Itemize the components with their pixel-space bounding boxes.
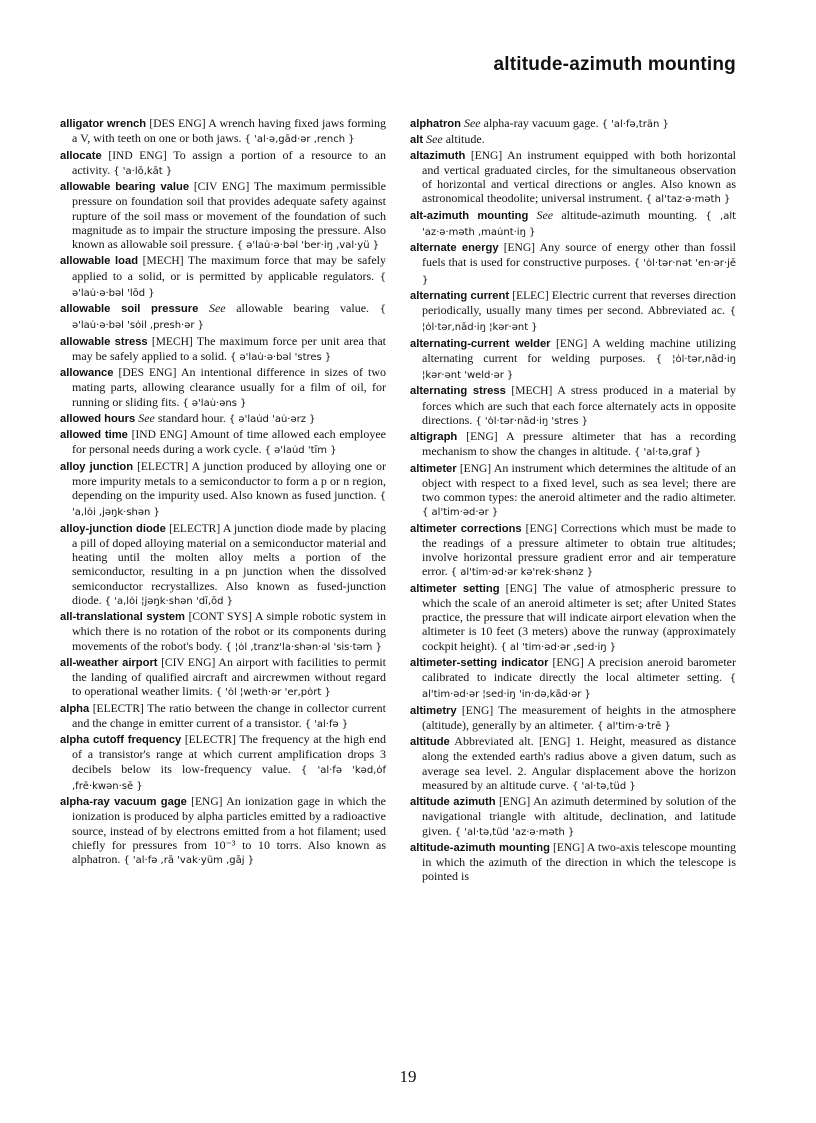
- right-column: [410, 116, 736, 884]
- dictionary-entry: [410, 336, 736, 384]
- entry-definition: allowable bearing value.: [236, 301, 370, 315]
- entry-pronunciation: { 'al·fə }: [304, 718, 349, 730]
- entry-field-label: [IND ENG]: [108, 149, 167, 162]
- entry-pronunciation: { 'a,lȯi ,jəŋk·shən }: [72, 491, 387, 519]
- dictionary-entry: [410, 794, 736, 840]
- entry-definition: An intentional difference in sizes of two mating parts, allowing clearance usually for a film of oil, for running or sliding fits.: [72, 365, 387, 409]
- entry-definition: A junction diode made by placing a pill of doped alloying material on a semiconductor material and heating until the molten alloy melts a portion of the semiconductor, resulting in a pn junction when the dissolved semiconductor recrystallizes. Also known as fused-junction diode.: [72, 520, 386, 607]
- entry-headword: allowed hours: [60, 412, 136, 425]
- entry-definition: The maximum force that may be safely applied to a solid, or is permitted by applicable regulators.: [72, 253, 387, 283]
- entry-headword: altimeter setting: [410, 582, 500, 595]
- entry-headword: altimeter corrections: [410, 522, 522, 535]
- cross-reference-label: See: [536, 207, 554, 222]
- entry-pronunciation: { al'tim·əd·ər }: [422, 507, 499, 519]
- entry-headword: allowable bearing value: [60, 181, 190, 193]
- dictionary-entry: [60, 116, 386, 148]
- entry-field-label: [IND ENG]: [131, 429, 187, 441]
- page-number: 19: [399, 1067, 417, 1086]
- entry-definition: An azimuth determined by solution of the navigational triangle with altitude, declination, and latitude given.: [422, 794, 737, 838]
- entry-headword: alpha-ray vacuum gage: [60, 796, 187, 808]
- entry-definition: altitude-azimuth mounting.: [561, 207, 698, 222]
- entry-headword: allowed time: [60, 429, 128, 441]
- entry-definition: Any source of energy other than fossil fuels that is used for constructive purposes.: [422, 240, 737, 270]
- entry-headword: alphatron: [410, 118, 461, 130]
- entry-headword: alt: [410, 134, 424, 147]
- entry-definition: A pressure altimeter that has a recording mechanism to show the changes in altitude.: [422, 429, 736, 459]
- entry-headword: all-weather airport: [60, 656, 158, 669]
- entry-headword: alloy-junction diode: [60, 522, 166, 535]
- entry-field-label: [MECH]: [142, 255, 184, 268]
- entry-pronunciation: { 'al·tə,graf }: [633, 447, 702, 459]
- entry-definition: An instrument which determines the altitude of an object with respect to a fixed level, such as sea level; there are two common types: the aneroid altimeter and the radio altimeter.: [422, 460, 737, 504]
- dictionary-entry: [60, 459, 386, 521]
- dictionary-entry: [60, 701, 386, 733]
- entry-headword: altitude azimuth: [410, 796, 496, 808]
- entry-definition: The maximum permissible pressure on foundation soil that provides adequate safety against rupture of the soil mass or movement of the foundation of such magnitude as to impair the structure imposing the pressure. Also known as allowable soil pressure.: [72, 179, 386, 251]
- cross-reference-label: See: [208, 301, 226, 315]
- entry-definition: A welding machine utilizing alternating current for welding purposes.: [422, 335, 736, 365]
- entry-pronunciation: { al'tim·əd·ər kə'rek·shənz }: [450, 567, 594, 579]
- entry-pronunciation: { al'taz·ə·məth }: [645, 194, 731, 206]
- entry-pronunciation: { 'al·fə ,rā 'vak·yüm ,gāj }: [123, 855, 255, 866]
- cross-reference-label: See: [138, 410, 155, 425]
- entry-field-label: [ELECTR]: [137, 460, 189, 473]
- entry-field-label: [ENG]: [459, 462, 492, 475]
- entry-field-label: [ELECTR]: [184, 734, 236, 746]
- dictionary-entry: [60, 334, 386, 366]
- entry-definition: The maximum force per unit area that may be safely applied to a solid.: [72, 333, 387, 363]
- entry-headword: altimeter-setting indicator: [410, 656, 549, 669]
- entry-headword: alternate energy: [410, 242, 499, 254]
- entry-field-label: [ENG]: [470, 149, 503, 162]
- dictionary-entry: [410, 521, 736, 581]
- dictionary-entry: [60, 794, 386, 868]
- entry-pronunciation: { 'ȯl·tər·nād·iŋ 'stres }: [475, 415, 589, 427]
- entry-pronunciation: { ə'lau̇·ə·bəl 'sȯil ,presh·ər }: [72, 304, 387, 332]
- entry-definition: A simple robotic system in which there is no rotation of the robot or its components during movements of the robot's body.: [72, 609, 386, 653]
- entry-field-label: [ENG]: [553, 841, 585, 854]
- dictionary-entry: [60, 365, 386, 411]
- entry-pronunciation: { 'a·lō,kāt }: [113, 165, 173, 177]
- dictionary-entry: [410, 703, 736, 735]
- entry-headword: allowable soil pressure: [60, 303, 199, 315]
- entry-field-label: [CIV ENG]: [161, 656, 216, 669]
- entry-definition: standard hour.: [157, 410, 226, 425]
- entry-definition: An instrument equipped with both horizontal and vertical graduated circles, for the simultaneous observation of horizontal and vertical directions or angles. Also known as astronomical theodolite; universal instrument.: [422, 147, 736, 206]
- cross-reference-label: See: [426, 132, 443, 147]
- entry-field-label: [ENG]: [552, 656, 584, 669]
- entry-pronunciation: { ə'lau̇d 'tīm }: [264, 445, 337, 457]
- entry-headword: alpha: [60, 702, 90, 715]
- entry-headword: allowable stress: [60, 335, 148, 348]
- entry-pronunciation: { 'ȯl·tər·nət 'en·ər·jē }: [422, 258, 736, 286]
- entry-field-label: [ENG]: [556, 337, 588, 350]
- entry-field-label: [ENG]: [461, 704, 494, 717]
- entry-headword: all-translational system: [60, 611, 185, 623]
- entry-headword: alternating-current welder: [410, 337, 551, 350]
- entry-definition: The ratio between the change in collector current and the change in emitter current of a transistor.: [72, 700, 386, 730]
- entry-field-label: [DES ENG]: [149, 118, 206, 130]
- entry-field-label: [ELECTR]: [92, 702, 144, 715]
- dictionary-entry: [60, 301, 386, 334]
- dictionary-entry: [410, 655, 736, 703]
- entry-pronunciation: { ¦ȯl·tər,nād·iŋ ¦kər·ənt 'weld·ər }: [422, 353, 737, 381]
- entry-headword: alligator wrench: [60, 118, 147, 130]
- entry-pronunciation: { al 'tim·əd·ər ,sed·iŋ }: [500, 641, 617, 653]
- dictionary-entry: [60, 427, 386, 459]
- entry-headword: alternating stress: [410, 385, 506, 398]
- entry-pronunciation: { 'al·ə,gād·ər ,rench }: [244, 134, 355, 146]
- entry-field-label: [ENG]: [505, 582, 537, 595]
- entry-field-label: [DES ENG]: [118, 367, 177, 379]
- entry-headword: alternating current: [410, 289, 510, 302]
- entry-definition: altitude.: [445, 132, 485, 147]
- entry-pronunciation: { 'al·tə,tüd 'az·ə·məth }: [454, 826, 575, 838]
- entry-field-label: [ELECTR]: [169, 522, 221, 535]
- entry-definition: A junction produced by alloying one or more impurity metals to a semiconductor to form a p or n region, depending on the impurity used. Also known as fused junction.: [72, 458, 387, 502]
- entry-definition: An airport with facilities to permit the landing of qualified aircraft and aircrewmen without regard to operational weather limits.: [72, 654, 386, 699]
- dictionary-entry: [410, 581, 736, 655]
- entry-field-label: [CIV ENG]: [193, 181, 250, 193]
- entry-pronunciation: { ¦ȯl ,tranz'la·shən·əl 'sis·təm }: [225, 641, 382, 653]
- entry-headword: alloy junction: [60, 460, 134, 473]
- entry-definition: The value of atmospheric pressure to which the scale of an aneroid altimeter is set; after United States practice, the pressure that will indicate airport elevation when the altimeter is 10 feet (3 meters) above the runway (approximately cockpit height).: [422, 580, 736, 653]
- entry-field-label: [ENG]: [191, 796, 223, 808]
- dictionary-entry: [60, 148, 386, 180]
- entry-headword: altazimuth: [410, 149, 466, 162]
- entry-pronunciation: { 'a,lȯi ¦jəŋk·shən 'dī,ōd }: [104, 595, 234, 607]
- entry-field-label: [ENG]: [503, 242, 535, 254]
- dictionary-entry: [410, 208, 736, 241]
- entry-definition: A wrench having fixed jaws forming a V, with teeth on one or both jaws.: [72, 116, 387, 146]
- entry-headword: allocate: [60, 149, 102, 162]
- entry-definition: A precision aneroid barometer calibrated to indicate directly the local altimeter setting.: [422, 654, 736, 684]
- entry-pronunciation: { ə'lau̇·ə·bəl 'ber·iŋ ,val·yü }: [236, 240, 380, 251]
- entry-headword: altimeter: [410, 462, 457, 475]
- running-head: altitude-azimuth mounting: [493, 54, 736, 75]
- dictionary-entry: [60, 521, 386, 610]
- dictionary-entry: [410, 116, 736, 132]
- dictionary-entry: [410, 240, 736, 288]
- dictionary-entry: [410, 840, 736, 884]
- entry-pronunciation: { 'al·fə 'kəd,ȯf ,frē·kwən·sē }: [72, 764, 386, 792]
- entry-pronunciation: { al'tim·əd·ər ¦sed·iŋ 'in·də,kād·ər }: [422, 673, 737, 701]
- entry-headword: altigraph: [410, 431, 458, 443]
- entry-pronunciation: { 'ȯl ¦weth·ər 'er,pȯrt }: [215, 687, 331, 699]
- entry-definition: The measurement of heights in the atmosphere (altitude), generally by an altimeter.: [422, 702, 736, 732]
- entry-pronunciation: { ə'lau̇·ə·bəl 'stres }: [229, 351, 332, 363]
- entry-headword: allowance: [60, 367, 114, 379]
- entry-definition: 1. Height, measured as distance along the extended earth's radius above a given datum, such as average sea level. 2. Angular displacement above the horizon measured by an altitude curve.: [422, 734, 737, 792]
- dictionary-entry: [410, 429, 736, 461]
- dictionary-entry: [410, 734, 736, 794]
- dictionary-entry: [410, 383, 736, 429]
- entry-field-label: [ENG]: [538, 736, 571, 748]
- entry-definition: Amount of time allowed each employee for personal needs during a work cycle.: [72, 427, 386, 457]
- entry-definition: The frequency at the high end of a transistor's range at which current amplification drops 3 decibels below its low-frequency value.: [72, 732, 387, 776]
- entry-pronunciation: { al'tim·ə·trē }: [596, 720, 671, 732]
- dictionary-entry: [60, 609, 386, 655]
- entry-field-label: [ENG]: [498, 796, 531, 808]
- entry-field-label: [MECH]: [151, 335, 193, 348]
- entry-headword: alpha cutoff frequency: [60, 734, 182, 746]
- entry-field-label: [ENG]: [525, 522, 557, 535]
- entry-definition: To assign a portion of a resource to an activity.: [72, 147, 387, 177]
- entry-pronunciation: { ¦ȯl·tər,nād·iŋ ¦kər·ənt }: [422, 306, 737, 334]
- entry-pronunciation: { 'al·fə,trän }: [601, 119, 669, 130]
- dictionary-entry: [410, 132, 736, 147]
- entry-pronunciation: { ə'lau̇·əns }: [182, 397, 247, 409]
- entry-field-label: [ELEC]: [512, 289, 549, 302]
- entry-headword: allowable load: [60, 255, 139, 268]
- entry-definition: A two-axis telescope mounting in which the azimuth of the direction in which the telescope is pointed is: [422, 839, 736, 884]
- entry-headword: altitude: [410, 736, 450, 748]
- entry-field-label: [MECH]: [511, 385, 553, 398]
- dictionary-entry: [410, 288, 736, 336]
- entry-pronunciation: { ə'lau̇d 'au̇·ərz }: [228, 413, 316, 425]
- entry-headword: alt-azimuth mounting: [410, 209, 529, 222]
- entry-headword: altimetry: [410, 704, 457, 717]
- entry-field-label: [CONT SYS]: [188, 611, 252, 623]
- entry-headword: altitude-azimuth mounting: [410, 841, 550, 854]
- entry-pronunciation: { 'al·tə,tüd }: [571, 780, 636, 792]
- dictionary-entry: [410, 461, 736, 521]
- dictionary-entry: [60, 179, 386, 253]
- cross-reference-label: See: [463, 116, 481, 130]
- dictionary-entry: [60, 411, 386, 427]
- entry-definition: Corrections which must be made to the readings of a pressure altimeter to obtain true altitudes; involve horizontal pressure gradient error and air temperature error.: [422, 520, 736, 579]
- left-column: [60, 116, 386, 868]
- dictionary-entry: [410, 148, 736, 208]
- entry-definition: alpha-ray vacuum gage.: [483, 116, 599, 130]
- entry-field-label: [ENG]: [466, 431, 498, 443]
- entry-pronunciation: { ə'lau̇·ə·bəl 'lōd }: [72, 271, 387, 299]
- entry-pronunciation: { ,alt 'az·ə·məth ,mau̇nt·iŋ }: [422, 210, 737, 238]
- dictionary-entry: [60, 655, 386, 701]
- entry-definition: An ionization gage in which the ionization is produced by alpha particles emitted by a radioactive source, instead of by electrons emitted from a hot filament; used chiefly for pressures from 10⁻³ to 10 torrs. Also known as alphatron.: [72, 794, 387, 866]
- entry-definition: Electric current that reverses direction periodically, usually many times per second. Abbreviated ac.: [422, 287, 737, 317]
- entry-abbreviation: Abbreviated alt.: [454, 734, 534, 748]
- dictionary-entry: [60, 732, 386, 794]
- dictionary-entry: [60, 253, 386, 301]
- entry-definition: A stress produced in a material by forces which are such that each force alternately acts in opposite directions.: [422, 383, 736, 427]
